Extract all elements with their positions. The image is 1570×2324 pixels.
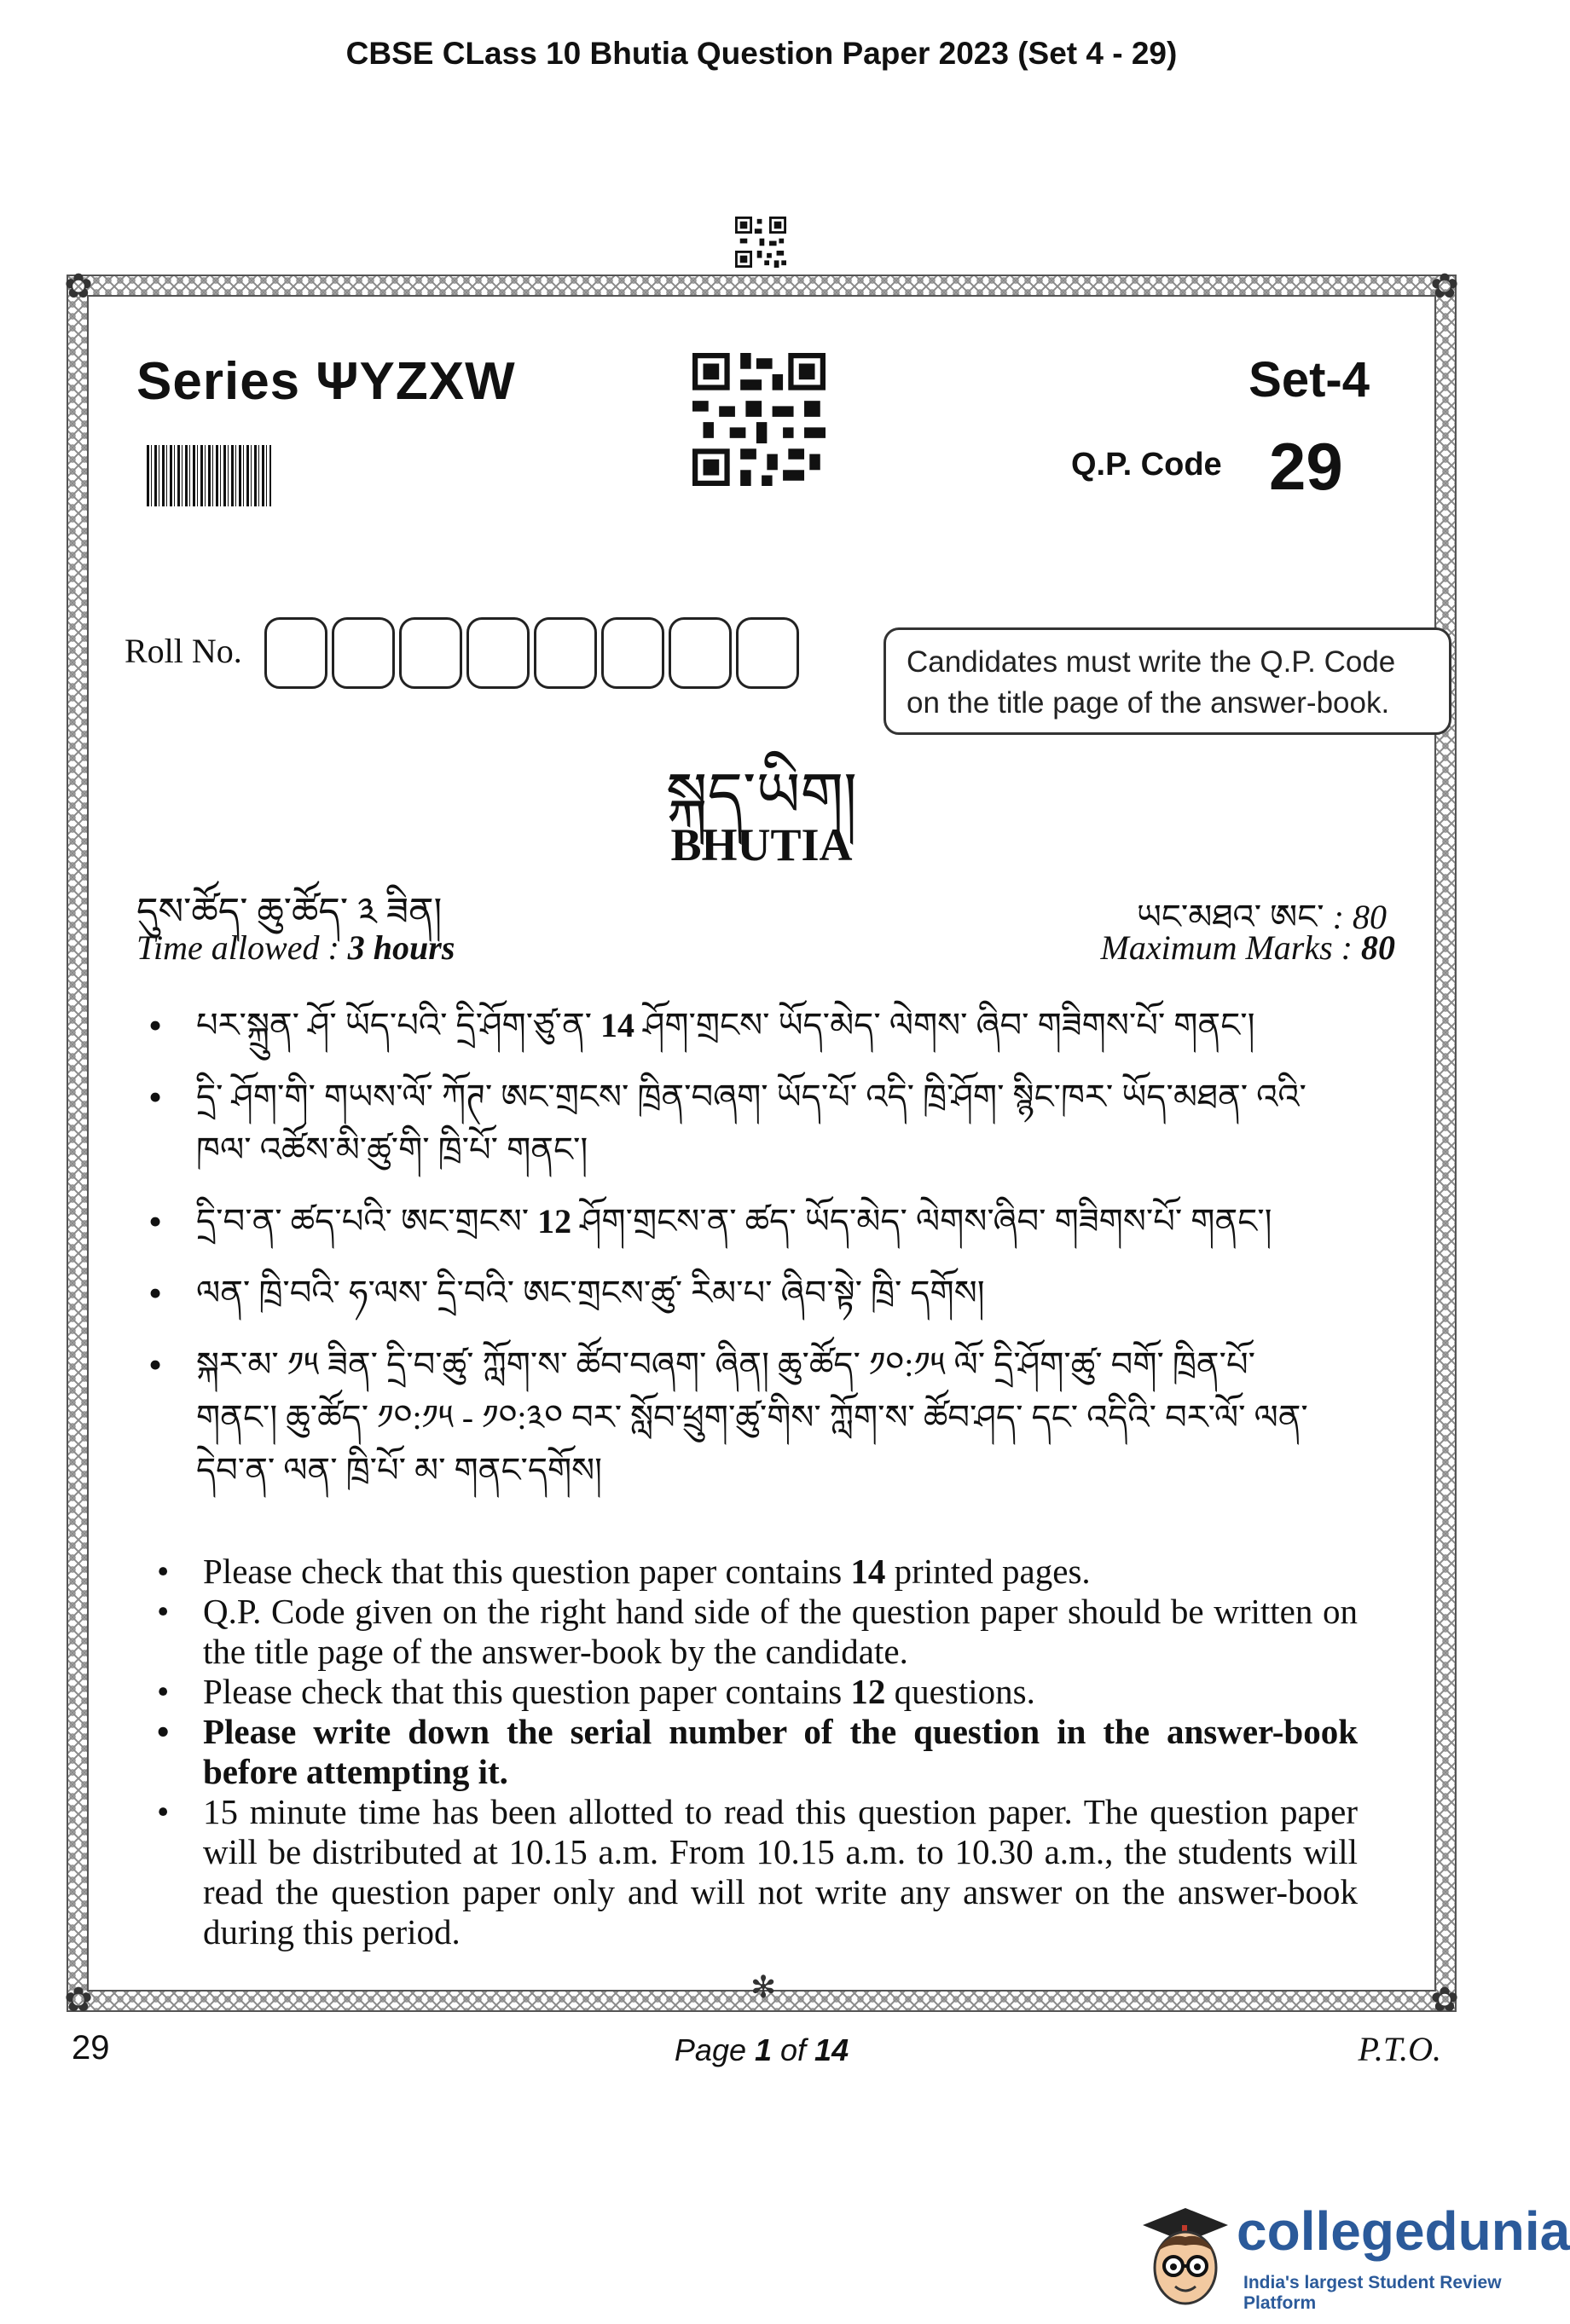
english-instruction-item: • Please write down the serial number of the question in the answer-book before attempting it.	[154, 1712, 1358, 1792]
mascot-icon	[1134, 2200, 1237, 2319]
subject-title: BHUTIA	[670, 819, 853, 870]
qr-code-icon	[735, 217, 786, 268]
corner-ornament-icon: ✿	[1430, 1980, 1459, 2019]
tibetan-time-allowed: དུས་ཚོད་ ཆུ་ཚོད་ ༣ ཟིན།	[136, 891, 443, 933]
roll-digit-box[interactable]	[601, 617, 664, 689]
roll-digit-box[interactable]	[736, 617, 799, 689]
tibetan-instruction-item: • སྐར་མ་ ༡༥ ཟིན་ དྲི་བ་ཚུ་ ཀློག་ས་ ཚོབ་བཞག་ ཞིན། ཆུ་ཚོད་ ༡༠:༡༥ ལོ་ དྲི་ཤོག་ཚུ་ བགོ་ ཁྲིན་པོ་ གནང་། ཆུ་ཚོད་ ༡༠:༡༥ - ༡༠:༣༠ བར་ སློབ་ཕྲུག་ཚུ་གིས་ ཀློག་ས་ ཚོབ་ཤད་ དང་ འདིའི་ བར་ལོ་ ལན་དེབ་ན་ ལན་ ཁྲི་པོ་ མ་ གནང་དགོས།	[148, 1338, 1308, 1497]
roll-digit-box[interactable]	[332, 617, 395, 689]
roll-number-label: Roll No.	[125, 632, 242, 670]
set-label: Set-4	[1248, 352, 1370, 408]
footer-qp-code: 29	[72, 2029, 110, 2067]
maximum-marks	[1101, 928, 1396, 968]
collegedunia-logo	[1126, 2200, 1570, 2319]
footer-pto: P.T.O.	[1358, 2030, 1441, 2068]
qp-code-value: 29	[1269, 429, 1343, 504]
logo-wordmark: collegedunia	[1237, 2200, 1570, 2262]
maximum-marks-label: Maximum Marks :	[1100, 928, 1361, 967]
tibetan-instruction-item: • ལན་ ཁྲི་བའི་ ཧ་ལས་ དྲི་བའི་ ཨང་གྲངས་ཚུ་ རིམ་པ་ ཞིབ་སྟེ་ ཁྲི་ དགོས།	[148, 1267, 1308, 1320]
star-ornament-icon: ✻	[750, 1970, 777, 2004]
page-header-title: CBSE CLass 10 Bhutia Question Paper 2023 (Set 4 - 29)	[345, 36, 1178, 71]
tibetan-instruction-item: • དྲི་བ་ན་ ཚད་པའི་ ཨང་གྲངས་ 12 ཤོག་གྲངས་ན་ ཚད་ ཡོད་མེད་ ལེགས་ཞིབ་ གཟིགས་པོ་ གནང་།	[148, 1195, 1308, 1248]
tibetan-max-marks-value: : 80	[1332, 898, 1387, 936]
roll-digit-box[interactable]	[669, 617, 732, 689]
corner-ornament-icon: ✿	[64, 267, 93, 305]
qr-code-icon	[692, 353, 826, 486]
barcode-icon	[147, 445, 271, 506]
tibetan-instruction-item: • དྲི་ ཤོག་གི་ གཡས་ལོ་ ཀོཊ་ ཨང་གྲངས་ ཁྲིན་བཞག་ ཡོད་པོ་ འདི་ ཁྲི་ཤོག་ སྙིང་ཁར་ ཡོད་མཐན་ འའི་ཁལ་ འཚོས་མི་ཚུ་གི་ ཁྲི་པོ་ གནང་།	[148, 1071, 1308, 1176]
english-instruction-item: • 15 minute time has been allotted to read this question paper. The question paper will be distributed at 10.15 a.m. From 10.15 a.m. to 10.30 a.m., the students will read the question paper only and will not write any answer on the answer-book during this period.	[154, 1792, 1358, 1952]
tibetan-instruction-item: • པར་སྐྲུན་ ཤོ་ ཡོད་པའི་ དྲི་ཤོག་ཙུ་ན་ 14 ཤོག་གྲངས་ ཡོད་མེད་ ལེགས་ ཞིབ་ གཟིགས་པོ་ གནང་།	[148, 999, 1308, 1052]
corner-ornament-icon: ✿	[1430, 267, 1459, 305]
candidate-note-line: Candidates must write the Q.P. Code	[907, 645, 1396, 679]
roll-digit-box[interactable]	[264, 617, 327, 689]
logo-tagline: India's largest Student Review Platform	[1243, 2273, 1502, 2313]
maximum-marks-value: 80	[1361, 928, 1395, 967]
english-instruction-item: • Please check that this question paper contains 12 questions.	[154, 1672, 1358, 1712]
roll-digit-box[interactable]	[466, 617, 530, 689]
roll-number-boxes	[264, 617, 803, 689]
tibetan-max-marks-label: ཡང་མཐའ་ ཨང་	[1136, 898, 1324, 936]
roll-digit-box[interactable]	[399, 617, 462, 689]
time-allowed-label: Time allowed :	[136, 928, 348, 967]
candidate-note-box	[883, 627, 1451, 735]
tibetan-instructions-list	[148, 999, 1308, 1516]
footer-page-number: Page 1 of 14	[674, 2032, 849, 2067]
tibetan-subject-title: སྐད་ཡིག།	[665, 761, 858, 830]
candidate-note-line: on the title page of the answer-book.	[907, 686, 1390, 720]
roll-digit-box[interactable]	[534, 617, 597, 689]
series-label: Series ΨYZXW	[136, 352, 516, 411]
english-instructions-list	[154, 1552, 1358, 1952]
time-allowed-value: 3 hours	[347, 928, 455, 967]
english-instruction-item: • Please check that this question paper contains 14 printed pages.	[154, 1552, 1358, 1592]
corner-ornament-icon: ✿	[64, 1980, 93, 2019]
time-allowed	[136, 928, 455, 968]
english-instruction-item: • Q.P. Code given on the right hand side of the question paper should be written on the title page of the answer-book by the candidate.	[154, 1592, 1358, 1672]
qp-code-label: Q.P. Code	[1071, 447, 1222, 483]
